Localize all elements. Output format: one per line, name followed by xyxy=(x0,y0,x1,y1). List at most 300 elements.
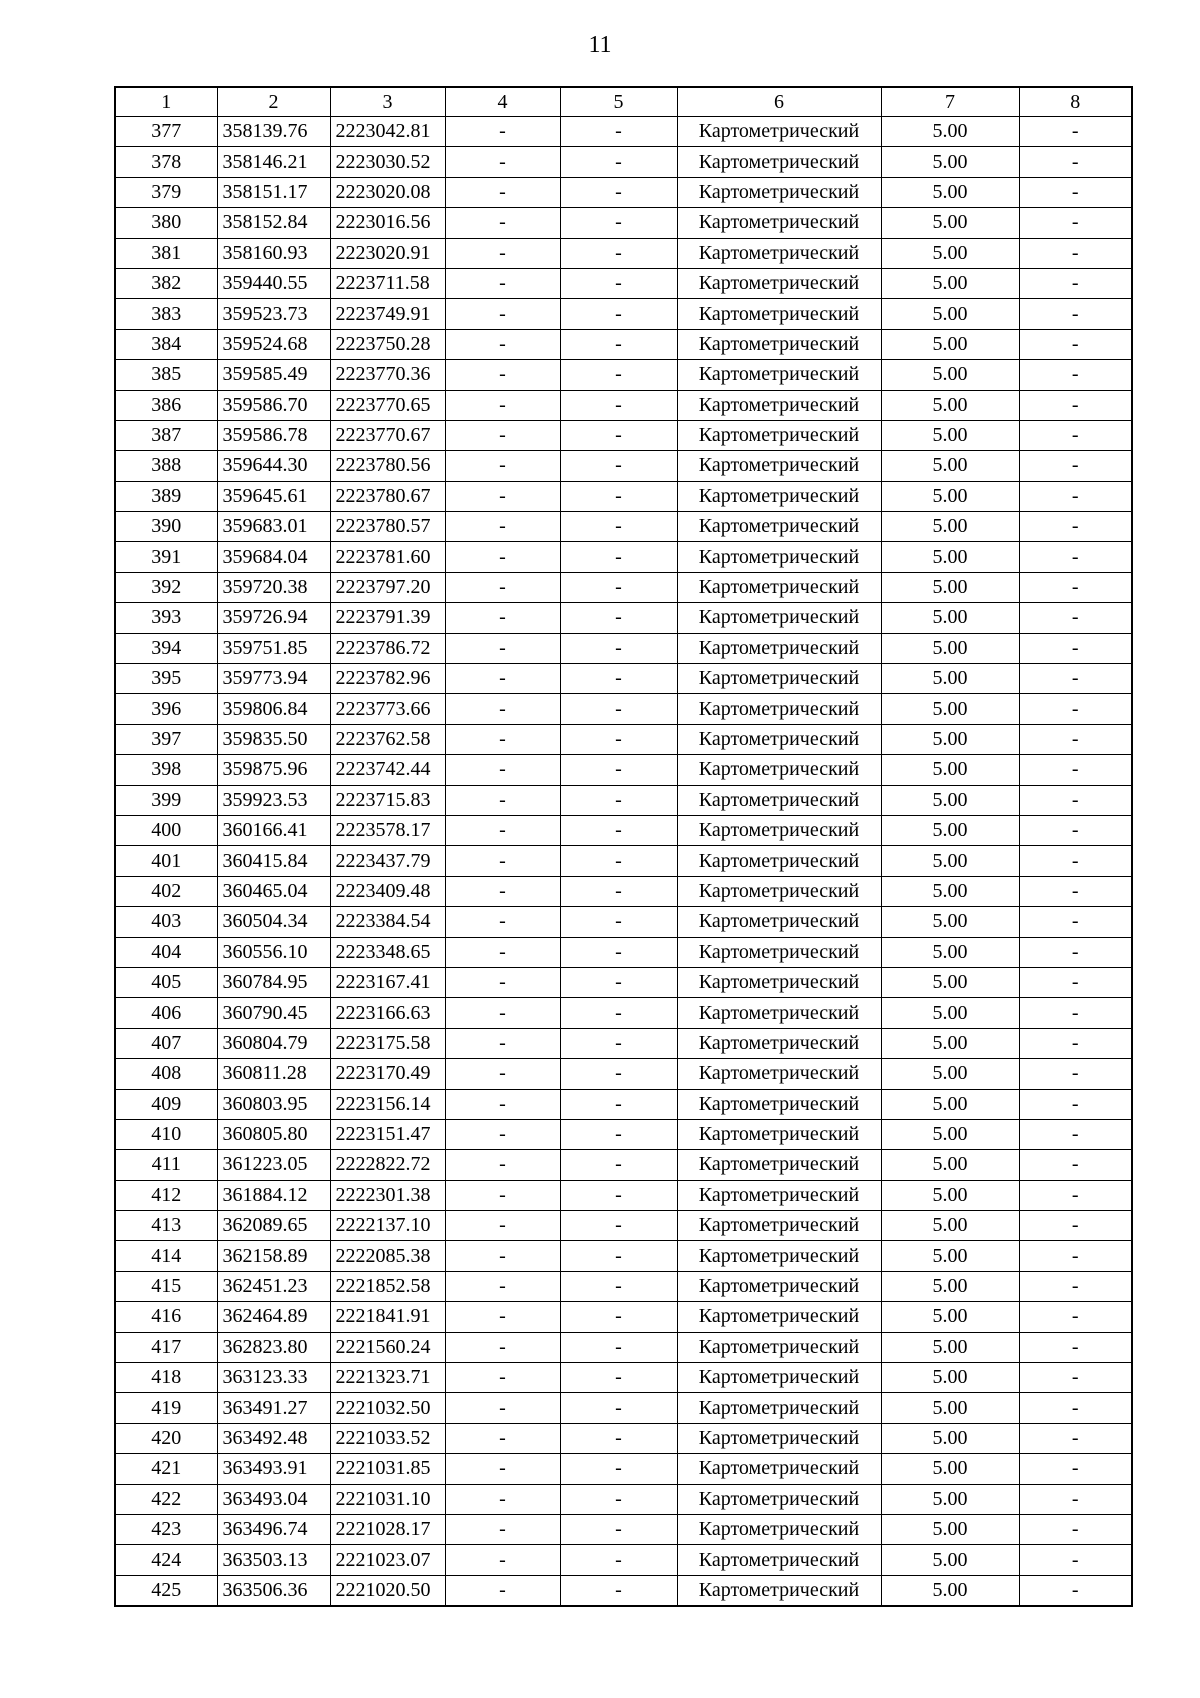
y-coordinate-cell: 2223167.41 xyxy=(330,967,445,997)
y-coordinate-cell: 2223715.83 xyxy=(330,785,445,815)
method-cell: Картометрический xyxy=(677,1332,881,1362)
table-row xyxy=(115,633,1132,663)
table-row xyxy=(115,1028,1132,1058)
x-coordinate-cell: 362158.89 xyxy=(217,1241,330,1271)
column-8-cell: - xyxy=(1019,1484,1132,1514)
method-cell: Картометрический xyxy=(677,1211,881,1241)
table-row xyxy=(115,1059,1132,1089)
accuracy-cell: 5.00 xyxy=(881,542,1019,572)
column-4-cell: - xyxy=(445,937,560,967)
accuracy-cell: 5.00 xyxy=(881,1423,1019,1453)
point-number-cell: 395 xyxy=(115,664,217,694)
y-coordinate-cell: 2221031.85 xyxy=(330,1454,445,1484)
column-8-cell: - xyxy=(1019,1119,1132,1149)
table-row xyxy=(115,1545,1132,1575)
accuracy-cell: 5.00 xyxy=(881,1514,1019,1544)
column-4-cell: - xyxy=(445,1271,560,1301)
method-cell: Картометрический xyxy=(677,481,881,511)
y-coordinate-cell: 2223770.36 xyxy=(330,360,445,390)
column-4-cell: - xyxy=(445,846,560,876)
x-coordinate-cell: 360790.45 xyxy=(217,998,330,1028)
point-number-cell: 402 xyxy=(115,876,217,906)
method-cell: Картометрический xyxy=(677,1119,881,1149)
x-coordinate-cell: 359585.49 xyxy=(217,360,330,390)
point-number-cell: 383 xyxy=(115,299,217,329)
column-4-cell: - xyxy=(445,907,560,937)
column-8-cell: - xyxy=(1019,1393,1132,1423)
y-coordinate-cell: 2221023.07 xyxy=(330,1545,445,1575)
column-4-cell: - xyxy=(445,1302,560,1332)
coordinates-table xyxy=(114,86,1133,1607)
accuracy-cell: 5.00 xyxy=(881,420,1019,450)
y-coordinate-cell: 2223437.79 xyxy=(330,846,445,876)
x-coordinate-cell: 363492.48 xyxy=(217,1423,330,1453)
column-5-cell: - xyxy=(560,1545,677,1575)
y-coordinate-cell: 2223166.63 xyxy=(330,998,445,1028)
column-4-cell: - xyxy=(445,664,560,694)
y-coordinate-cell: 2222085.38 xyxy=(330,1241,445,1271)
point-number-cell: 387 xyxy=(115,420,217,450)
accuracy-cell: 5.00 xyxy=(881,1150,1019,1180)
column-4-cell: - xyxy=(445,390,560,420)
column-5-cell: - xyxy=(560,512,677,542)
table-row xyxy=(115,785,1132,815)
column-8-cell: - xyxy=(1019,1089,1132,1119)
point-number-cell: 378 xyxy=(115,147,217,177)
table-row xyxy=(115,724,1132,754)
column-5-cell: - xyxy=(560,815,677,845)
method-cell: Картометрический xyxy=(677,572,881,602)
y-coordinate-cell: 2223042.81 xyxy=(330,117,445,147)
table-row xyxy=(115,1454,1132,1484)
column-4-cell: - xyxy=(445,572,560,602)
column-5-cell: - xyxy=(560,360,677,390)
table-row xyxy=(115,360,1132,390)
column-5-cell: - xyxy=(560,451,677,481)
y-coordinate-cell: 2221028.17 xyxy=(330,1514,445,1544)
column-8-cell: - xyxy=(1019,451,1132,481)
column-8-cell: - xyxy=(1019,998,1132,1028)
column-8-cell: - xyxy=(1019,481,1132,511)
column-5-cell: - xyxy=(560,420,677,450)
y-coordinate-cell: 2223770.65 xyxy=(330,390,445,420)
y-coordinate-cell: 2223786.72 xyxy=(330,633,445,663)
point-number-cell: 382 xyxy=(115,268,217,298)
table-row xyxy=(115,1089,1132,1119)
table-row xyxy=(115,1271,1132,1301)
point-number-cell: 421 xyxy=(115,1454,217,1484)
accuracy-cell: 5.00 xyxy=(881,937,1019,967)
column-5-cell: - xyxy=(560,1332,677,1362)
column-5-cell: - xyxy=(560,542,677,572)
point-number-cell: 399 xyxy=(115,785,217,815)
column-8-cell: - xyxy=(1019,1545,1132,1575)
column-8-cell: - xyxy=(1019,633,1132,663)
method-cell: Картометрический xyxy=(677,1150,881,1180)
table-row xyxy=(115,238,1132,268)
table-row xyxy=(115,1180,1132,1210)
point-number-cell: 418 xyxy=(115,1363,217,1393)
method-cell: Картометрический xyxy=(677,268,881,298)
table-row xyxy=(115,815,1132,845)
accuracy-cell: 5.00 xyxy=(881,451,1019,481)
point-number-cell: 386 xyxy=(115,390,217,420)
x-coordinate-cell: 362464.89 xyxy=(217,1302,330,1332)
column-4-cell: - xyxy=(445,512,560,542)
column-8-cell: - xyxy=(1019,1575,1132,1605)
accuracy-cell: 5.00 xyxy=(881,1545,1019,1575)
method-cell: Картометрический xyxy=(677,329,881,359)
point-number-cell: 398 xyxy=(115,755,217,785)
column-4-cell: - xyxy=(445,876,560,906)
column-4-cell: - xyxy=(445,268,560,298)
accuracy-cell: 5.00 xyxy=(881,147,1019,177)
column-5-cell: - xyxy=(560,1514,677,1544)
column-5-cell: - xyxy=(560,694,677,724)
x-coordinate-cell: 363506.36 xyxy=(217,1575,330,1605)
x-coordinate-cell: 358146.21 xyxy=(217,147,330,177)
column-8-cell: - xyxy=(1019,755,1132,785)
column-8-cell: - xyxy=(1019,664,1132,694)
y-coordinate-cell: 2222301.38 xyxy=(330,1180,445,1210)
column-5-cell: - xyxy=(560,664,677,694)
column-4-cell: - xyxy=(445,1393,560,1423)
y-coordinate-cell: 2223749.91 xyxy=(330,299,445,329)
accuracy-cell: 5.00 xyxy=(881,1089,1019,1119)
table-row xyxy=(115,846,1132,876)
table-row xyxy=(115,1484,1132,1514)
y-coordinate-cell: 2223016.56 xyxy=(330,208,445,238)
method-cell: Картометрический xyxy=(677,117,881,147)
column-5-cell: - xyxy=(560,238,677,268)
point-number-cell: 391 xyxy=(115,542,217,572)
method-cell: Картометрический xyxy=(677,420,881,450)
table-row xyxy=(115,572,1132,602)
y-coordinate-cell: 2223797.20 xyxy=(330,572,445,602)
y-coordinate-cell: 2223711.58 xyxy=(330,268,445,298)
column-8-cell: - xyxy=(1019,117,1132,147)
column-8-cell: - xyxy=(1019,1211,1132,1241)
accuracy-cell: 5.00 xyxy=(881,998,1019,1028)
y-coordinate-cell: 2223578.17 xyxy=(330,815,445,845)
accuracy-cell: 5.00 xyxy=(881,329,1019,359)
point-number-cell: 377 xyxy=(115,117,217,147)
point-number-cell: 379 xyxy=(115,177,217,207)
x-coordinate-cell: 359440.55 xyxy=(217,268,330,298)
column-5-cell: - xyxy=(560,876,677,906)
x-coordinate-cell: 359586.70 xyxy=(217,390,330,420)
column-5-cell: - xyxy=(560,1150,677,1180)
method-cell: Картометрический xyxy=(677,1089,881,1119)
column-5-cell: - xyxy=(560,998,677,1028)
accuracy-cell: 5.00 xyxy=(881,967,1019,997)
method-cell: Картометрический xyxy=(677,998,881,1028)
y-coordinate-cell: 2221560.24 xyxy=(330,1332,445,1362)
method-cell: Картометрический xyxy=(677,1514,881,1544)
y-coordinate-cell: 2223770.67 xyxy=(330,420,445,450)
table-row xyxy=(115,1363,1132,1393)
accuracy-cell: 5.00 xyxy=(881,1211,1019,1241)
accuracy-cell: 5.00 xyxy=(881,481,1019,511)
column-8-cell: - xyxy=(1019,208,1132,238)
column-4-cell: - xyxy=(445,1089,560,1119)
column-8-cell: - xyxy=(1019,572,1132,602)
column-8-cell: - xyxy=(1019,785,1132,815)
accuracy-cell: 5.00 xyxy=(881,1059,1019,1089)
column-8-cell: - xyxy=(1019,1302,1132,1332)
y-coordinate-cell: 2221841.91 xyxy=(330,1302,445,1332)
point-number-cell: 380 xyxy=(115,208,217,238)
table-row xyxy=(115,1423,1132,1453)
table-row xyxy=(115,907,1132,937)
accuracy-cell: 5.00 xyxy=(881,846,1019,876)
column-8-cell: - xyxy=(1019,1363,1132,1393)
x-coordinate-cell: 359523.73 xyxy=(217,299,330,329)
column-5-cell: - xyxy=(560,208,677,238)
header-cell-8: 8 xyxy=(1019,87,1132,117)
x-coordinate-cell: 360504.34 xyxy=(217,907,330,937)
y-coordinate-cell: 2223750.28 xyxy=(330,329,445,359)
column-5-cell: - xyxy=(560,481,677,511)
method-cell: Картометрический xyxy=(677,633,881,663)
accuracy-cell: 5.00 xyxy=(881,633,1019,663)
accuracy-cell: 5.00 xyxy=(881,238,1019,268)
column-8-cell: - xyxy=(1019,177,1132,207)
column-4-cell: - xyxy=(445,603,560,633)
accuracy-cell: 5.00 xyxy=(881,1393,1019,1423)
column-8-cell: - xyxy=(1019,1150,1132,1180)
point-number-cell: 412 xyxy=(115,1180,217,1210)
point-number-cell: 384 xyxy=(115,329,217,359)
point-number-cell: 381 xyxy=(115,238,217,268)
method-cell: Картометрический xyxy=(677,512,881,542)
column-4-cell: - xyxy=(445,724,560,754)
y-coordinate-cell: 2223781.60 xyxy=(330,542,445,572)
column-8-cell: - xyxy=(1019,1271,1132,1301)
accuracy-cell: 5.00 xyxy=(881,390,1019,420)
method-cell: Картометрический xyxy=(677,1484,881,1514)
method-cell: Картометрический xyxy=(677,1575,881,1605)
x-coordinate-cell: 360805.80 xyxy=(217,1119,330,1149)
column-8-cell: - xyxy=(1019,512,1132,542)
table-row xyxy=(115,177,1132,207)
accuracy-cell: 5.00 xyxy=(881,1028,1019,1058)
column-4-cell: - xyxy=(445,755,560,785)
x-coordinate-cell: 363123.33 xyxy=(217,1363,330,1393)
x-coordinate-cell: 359684.04 xyxy=(217,542,330,572)
accuracy-cell: 5.00 xyxy=(881,1454,1019,1484)
column-4-cell: - xyxy=(445,177,560,207)
method-cell: Картометрический xyxy=(677,177,881,207)
method-cell: Картометрический xyxy=(677,1271,881,1301)
x-coordinate-cell: 359751.85 xyxy=(217,633,330,663)
point-number-cell: 404 xyxy=(115,937,217,967)
x-coordinate-cell: 363493.91 xyxy=(217,1454,330,1484)
column-5-cell: - xyxy=(560,329,677,359)
column-4-cell: - xyxy=(445,785,560,815)
y-coordinate-cell: 2221031.10 xyxy=(330,1484,445,1514)
column-5-cell: - xyxy=(560,1119,677,1149)
column-8-cell: - xyxy=(1019,846,1132,876)
column-5-cell: - xyxy=(560,1241,677,1271)
table-row xyxy=(115,117,1132,147)
column-4-cell: - xyxy=(445,299,560,329)
column-8-cell: - xyxy=(1019,937,1132,967)
table-row xyxy=(115,755,1132,785)
x-coordinate-cell: 363493.04 xyxy=(217,1484,330,1514)
header-cell-1: 1 xyxy=(115,87,217,117)
column-5-cell: - xyxy=(560,967,677,997)
column-4-cell: - xyxy=(445,238,560,268)
column-5-cell: - xyxy=(560,299,677,329)
column-4-cell: - xyxy=(445,1211,560,1241)
method-cell: Картометрический xyxy=(677,208,881,238)
x-coordinate-cell: 359586.78 xyxy=(217,420,330,450)
method-cell: Картометрический xyxy=(677,724,881,754)
table-row xyxy=(115,299,1132,329)
column-4-cell: - xyxy=(445,998,560,1028)
column-4-cell: - xyxy=(445,633,560,663)
accuracy-cell: 5.00 xyxy=(881,1241,1019,1271)
x-coordinate-cell: 360784.95 xyxy=(217,967,330,997)
column-4-cell: - xyxy=(445,147,560,177)
column-8-cell: - xyxy=(1019,299,1132,329)
y-coordinate-cell: 2223020.91 xyxy=(330,238,445,268)
y-coordinate-cell: 2223384.54 xyxy=(330,907,445,937)
y-coordinate-cell: 2223170.49 xyxy=(330,1059,445,1089)
x-coordinate-cell: 358160.93 xyxy=(217,238,330,268)
point-number-cell: 407 xyxy=(115,1028,217,1058)
column-4-cell: - xyxy=(445,1423,560,1453)
y-coordinate-cell: 2223151.47 xyxy=(330,1119,445,1149)
point-number-cell: 411 xyxy=(115,1150,217,1180)
method-cell: Картометрический xyxy=(677,360,881,390)
table-row xyxy=(115,208,1132,238)
column-8-cell: - xyxy=(1019,360,1132,390)
y-coordinate-cell: 2223773.66 xyxy=(330,694,445,724)
column-5-cell: - xyxy=(560,1059,677,1089)
y-coordinate-cell: 2223742.44 xyxy=(330,755,445,785)
column-5-cell: - xyxy=(560,846,677,876)
column-5-cell: - xyxy=(560,1575,677,1605)
table-row xyxy=(115,329,1132,359)
column-4-cell: - xyxy=(445,1575,560,1605)
accuracy-cell: 5.00 xyxy=(881,117,1019,147)
x-coordinate-cell: 362451.23 xyxy=(217,1271,330,1301)
column-8-cell: - xyxy=(1019,1332,1132,1362)
column-8-cell: - xyxy=(1019,1028,1132,1058)
table-row xyxy=(115,694,1132,724)
column-4-cell: - xyxy=(445,117,560,147)
column-4-cell: - xyxy=(445,1514,560,1544)
x-coordinate-cell: 359683.01 xyxy=(217,512,330,542)
table-row xyxy=(115,1393,1132,1423)
column-4-cell: - xyxy=(445,420,560,450)
column-8-cell: - xyxy=(1019,907,1132,937)
point-number-cell: 389 xyxy=(115,481,217,511)
column-5-cell: - xyxy=(560,603,677,633)
column-8-cell: - xyxy=(1019,694,1132,724)
x-coordinate-cell: 359923.53 xyxy=(217,785,330,815)
column-8-cell: - xyxy=(1019,420,1132,450)
x-coordinate-cell: 362089.65 xyxy=(217,1211,330,1241)
column-4-cell: - xyxy=(445,1454,560,1484)
point-number-cell: 400 xyxy=(115,815,217,845)
table-header xyxy=(115,87,1132,117)
accuracy-cell: 5.00 xyxy=(881,876,1019,906)
column-5-cell: - xyxy=(560,147,677,177)
accuracy-cell: 5.00 xyxy=(881,360,1019,390)
point-number-cell: 408 xyxy=(115,1059,217,1089)
y-coordinate-cell: 2221323.71 xyxy=(330,1363,445,1393)
table-row xyxy=(115,1241,1132,1271)
method-cell: Картометрический xyxy=(677,1423,881,1453)
accuracy-cell: 5.00 xyxy=(881,815,1019,845)
table-row xyxy=(115,1150,1132,1180)
accuracy-cell: 5.00 xyxy=(881,664,1019,694)
y-coordinate-cell: 2223782.96 xyxy=(330,664,445,694)
method-cell: Картометрический xyxy=(677,1241,881,1271)
x-coordinate-cell: 359835.50 xyxy=(217,724,330,754)
column-8-cell: - xyxy=(1019,542,1132,572)
x-coordinate-cell: 360811.28 xyxy=(217,1059,330,1089)
column-4-cell: - xyxy=(445,1545,560,1575)
point-number-cell: 417 xyxy=(115,1332,217,1362)
header-row xyxy=(115,87,1132,117)
x-coordinate-cell: 363496.74 xyxy=(217,1514,330,1544)
column-8-cell: - xyxy=(1019,1454,1132,1484)
point-number-cell: 394 xyxy=(115,633,217,663)
table-row xyxy=(115,147,1132,177)
x-coordinate-cell: 359726.94 xyxy=(217,603,330,633)
point-number-cell: 392 xyxy=(115,572,217,602)
column-5-cell: - xyxy=(560,117,677,147)
table-row xyxy=(115,451,1132,481)
column-4-cell: - xyxy=(445,451,560,481)
table-row xyxy=(115,1332,1132,1362)
accuracy-cell: 5.00 xyxy=(881,1484,1019,1514)
y-coordinate-cell: 2223762.58 xyxy=(330,724,445,754)
column-4-cell: - xyxy=(445,481,560,511)
table-row xyxy=(115,1211,1132,1241)
accuracy-cell: 5.00 xyxy=(881,177,1019,207)
method-cell: Картометрический xyxy=(677,299,881,329)
accuracy-cell: 5.00 xyxy=(881,299,1019,329)
table-row xyxy=(115,1302,1132,1332)
accuracy-cell: 5.00 xyxy=(881,724,1019,754)
point-number-cell: 393 xyxy=(115,603,217,633)
table-row xyxy=(115,542,1132,572)
column-4-cell: - xyxy=(445,1028,560,1058)
column-8-cell: - xyxy=(1019,268,1132,298)
column-5-cell: - xyxy=(560,1393,677,1423)
x-coordinate-cell: 360415.84 xyxy=(217,846,330,876)
x-coordinate-cell: 360465.04 xyxy=(217,876,330,906)
column-5-cell: - xyxy=(560,724,677,754)
method-cell: Картометрический xyxy=(677,1393,881,1423)
column-8-cell: - xyxy=(1019,1423,1132,1453)
column-5-cell: - xyxy=(560,785,677,815)
y-coordinate-cell: 2221852.58 xyxy=(330,1271,445,1301)
x-coordinate-cell: 358151.17 xyxy=(217,177,330,207)
page-number: 11 xyxy=(588,32,612,58)
column-5-cell: - xyxy=(560,177,677,207)
accuracy-cell: 5.00 xyxy=(881,1119,1019,1149)
column-5-cell: - xyxy=(560,572,677,602)
table-row xyxy=(115,937,1132,967)
column-8-cell: - xyxy=(1019,1514,1132,1544)
accuracy-cell: 5.00 xyxy=(881,1363,1019,1393)
